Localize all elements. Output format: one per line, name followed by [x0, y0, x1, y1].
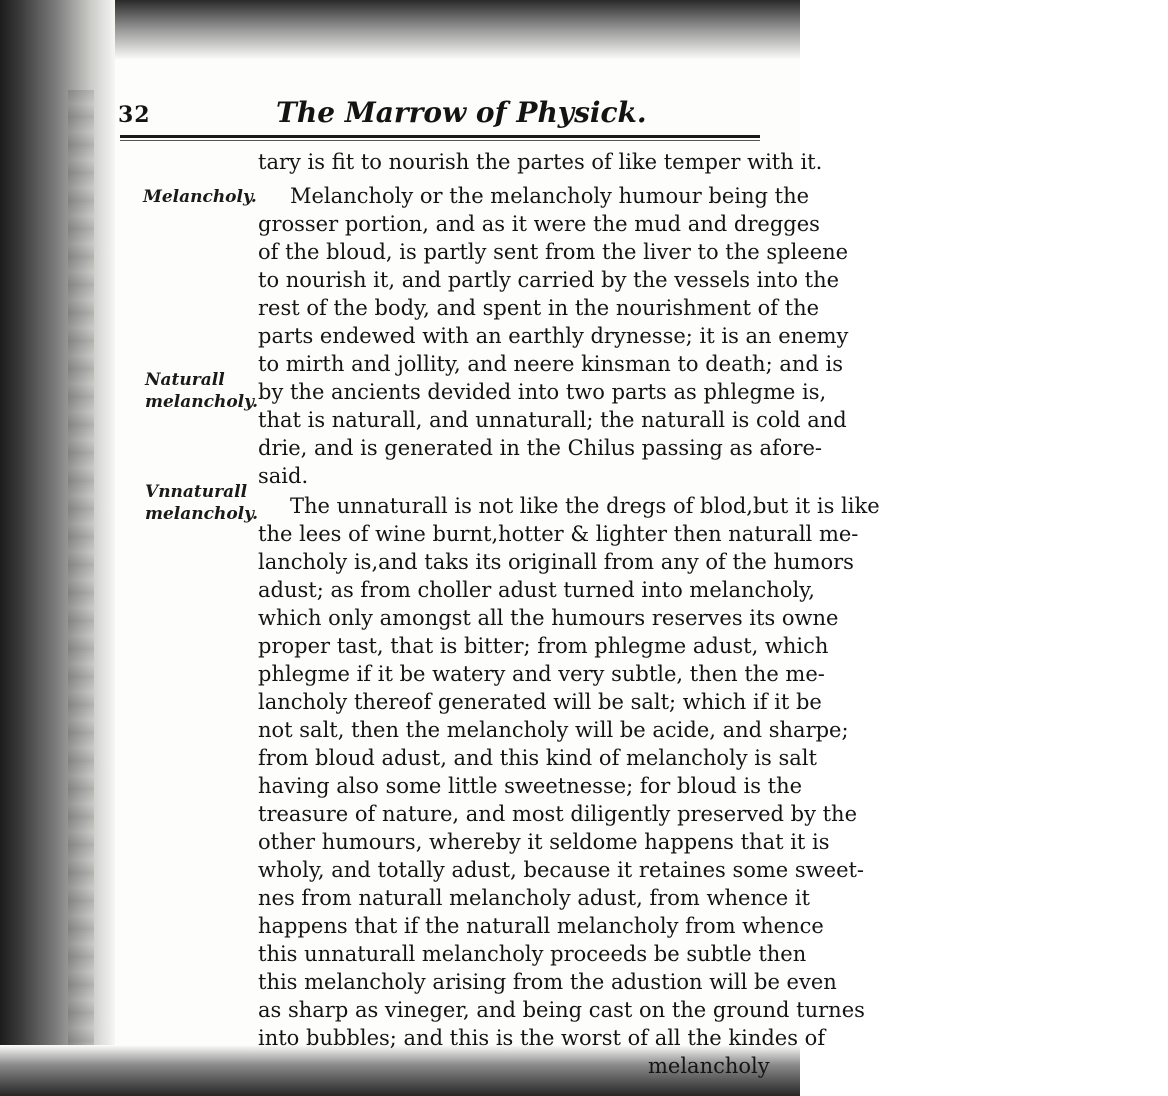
body-line: this unnaturall melancholy proceeds be subtle then — [258, 942, 807, 966]
body-line: not salt, then the melancholy will be acide, and sharpe; — [258, 718, 849, 742]
body-line: drie, and is generated in the Chilus passing as afore- — [258, 436, 823, 460]
body-line: that is naturall, and unnaturall; the naturall is cold and — [258, 408, 847, 432]
body-line: by the ancients devided into two parts as phlegme is, — [258, 380, 827, 404]
margin-note-melancholy: Melancholy. — [143, 187, 257, 207]
body-line: adust; as from choller adust turned into melancholy, — [258, 578, 815, 602]
body-line: rest of the body, and spent in the nourishment of the — [258, 296, 820, 320]
body-line: as sharp as vineger, and being cast on the ground turnes — [258, 998, 865, 1022]
body-line: nes from naturall melancholy adust, from whence it — [258, 886, 810, 910]
page-number: 32 — [118, 102, 151, 128]
body-line: tary is fit to nourish the partes of like temper with it. — [258, 150, 823, 174]
body-line: happens that if the naturall melancholy from whence — [258, 914, 824, 938]
margin-note-naturall-melancholy: melancholy. — [145, 392, 258, 412]
body-line: The unnaturall is not like the dregs of blod,but it is like — [290, 494, 880, 518]
body-line: the lees of wine burnt,hotter & lighter then naturall me- — [258, 522, 859, 546]
header-rule-thin — [120, 140, 760, 141]
margin-note-vnnaturall: Vnnaturall — [145, 482, 248, 502]
catchword: melancholy — [648, 1054, 770, 1078]
header-rule — [120, 135, 760, 138]
body-line: which only amongst all the humours reserves its owne — [258, 606, 839, 630]
body-line: said. — [258, 464, 309, 488]
body-line: proper tast, that is bitter; from phlegme adust, which — [258, 634, 829, 658]
body-line: to nourish it, and partly carried by the vessels into the — [258, 268, 840, 292]
body-line: phlegme if it be watery and very subtle, then the me- — [258, 662, 825, 686]
body-line: grosser portion, and as it were the mud and dregges — [258, 212, 820, 236]
body-line: from bloud adust, and this kind of melancholy is salt — [258, 746, 817, 770]
body-line: having also some little sweetnesse; for bloud is the — [258, 774, 803, 798]
body-line: wholy, and totally adust, because it retaines some sweet- — [258, 858, 865, 882]
body-line: other humours, whereby it seldome happens that it is — [258, 830, 830, 854]
running-head: The Marrow of Physick. — [276, 96, 647, 129]
margin-note-vnnaturall-melancholy: melancholy. — [145, 504, 258, 524]
body-line: lancholy is,and taks its originall from any of the humors — [258, 550, 854, 574]
body-line: this melancholy arising from the adustion will be even — [258, 970, 837, 994]
body-line: to mirth and jollity, and neere kinsman to death; and is — [258, 352, 843, 376]
body-line: parts endewed with an earthly drynesse; it is an enemy — [258, 324, 849, 348]
body-line: into bubbles; and this is the worst of all the kindes of — [258, 1026, 826, 1050]
margin-note-naturall: Naturall — [145, 370, 225, 390]
body-line: of the bloud, is partly sent from the liver to the spleene — [258, 240, 849, 264]
body-line: treasure of nature, and most diligently preserved by the — [258, 802, 858, 826]
body-line: lancholy thereof generated will be salt; which if it be — [258, 690, 822, 714]
body-line: Melancholy or the melancholy humour being the — [290, 184, 810, 208]
